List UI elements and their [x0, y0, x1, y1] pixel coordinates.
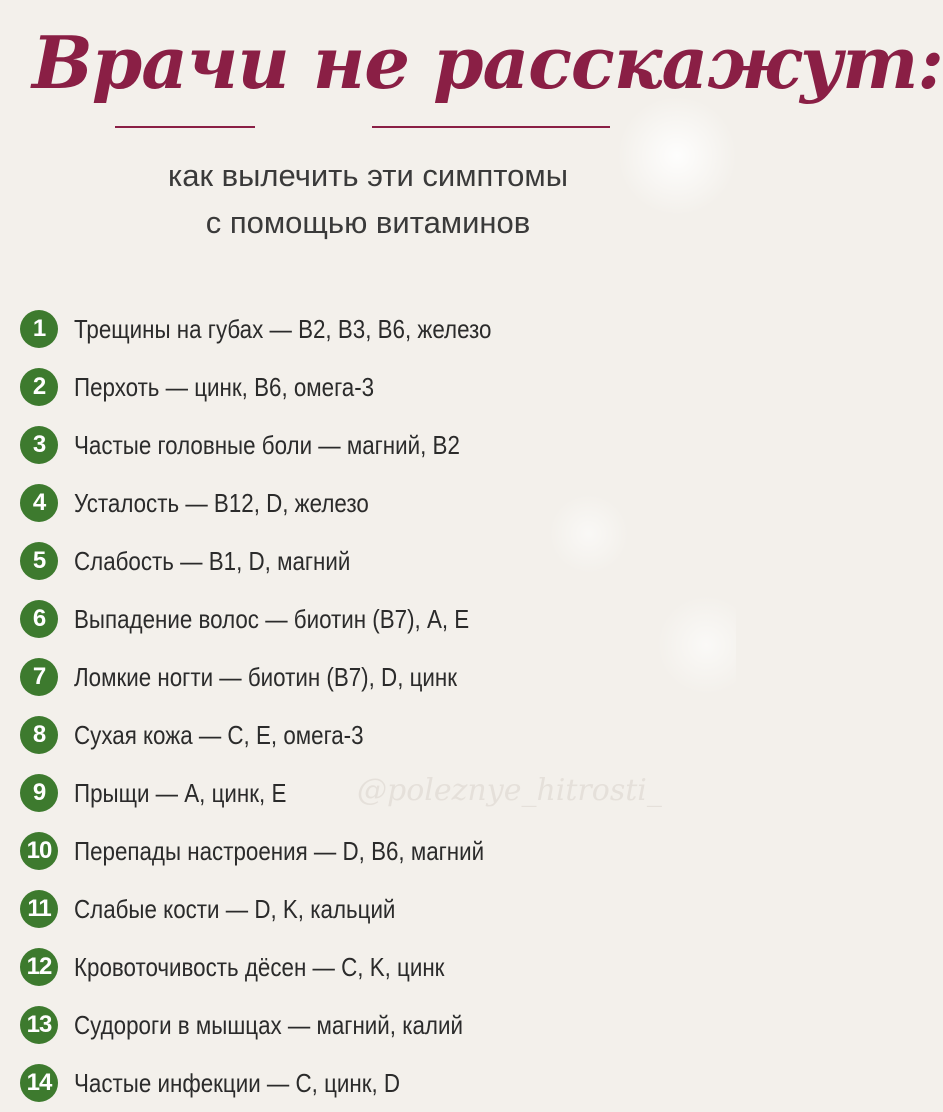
symptom-list — [20, 300, 720, 1112]
number-badge: 7 — [20, 658, 58, 696]
number-badge: 2 — [20, 368, 58, 406]
item-text: Сухая кожа — C, E, омега-3 — [74, 719, 364, 750]
number-badge: 4 — [20, 484, 58, 522]
list-item — [20, 300, 720, 358]
title-underline-left — [115, 126, 255, 128]
number-badge: 11 — [20, 890, 58, 928]
number-badge: 12 — [20, 948, 58, 986]
item-text: Кровоточивость дёсен — C, K, цинк — [74, 951, 445, 982]
item-text: Слабые кости — D, K, кальций — [74, 893, 396, 924]
number-badge: 3 — [20, 426, 58, 464]
list-item — [20, 532, 720, 590]
item-text: Трещины на губах — B2, B3, B6, железо — [74, 313, 492, 344]
item-text: Выпадение волос — биотин (B7), A, E — [74, 603, 470, 634]
page-title: Врачи не расскажут: — [32, 20, 943, 105]
number-badge: 10 — [20, 832, 58, 870]
list-item — [20, 416, 720, 474]
list-item — [20, 358, 720, 416]
item-text: Прыщи — A, цинк, E — [74, 777, 287, 808]
number-badge: 14 — [20, 1064, 58, 1102]
item-text: Усталость — B12, D, железо — [74, 487, 369, 518]
item-text: Частые инфекции — C, цинк, D — [74, 1067, 401, 1098]
list-item — [20, 822, 720, 880]
subtitle-line-2: с помощью витаминов — [205, 205, 531, 240]
watermark: @poleznye_hitrosti_ — [357, 773, 662, 808]
number-badge: 5 — [20, 542, 58, 580]
list-item — [20, 880, 720, 938]
item-text: Ломкие ногти — биотин (B7), D, цинк — [74, 661, 458, 692]
subtitle-line-1: как вылечить эти симптомы — [167, 158, 568, 193]
number-badge: 8 — [20, 716, 58, 754]
list-item — [20, 938, 720, 996]
list-item — [20, 474, 720, 532]
item-text: Судороги в мышцах — магний, калий — [74, 1009, 463, 1040]
list-item — [20, 996, 720, 1054]
list-item — [20, 648, 720, 706]
item-text: Слабость — B1, D, магний — [74, 545, 351, 576]
list-item — [20, 706, 720, 764]
list-item — [20, 1054, 720, 1112]
item-text: Частые головные боли — магний, B2 — [74, 429, 460, 460]
list-item — [20, 590, 720, 648]
title-underline-right — [372, 126, 610, 128]
number-badge: 9 — [20, 774, 58, 812]
number-badge: 13 — [20, 1006, 58, 1044]
number-badge: 6 — [20, 600, 58, 638]
item-text: Перепады настроения — D, B6, магний — [74, 835, 485, 866]
item-text: Перхоть — цинк, B6, омега-3 — [74, 371, 375, 402]
number-badge: 1 — [20, 310, 58, 348]
